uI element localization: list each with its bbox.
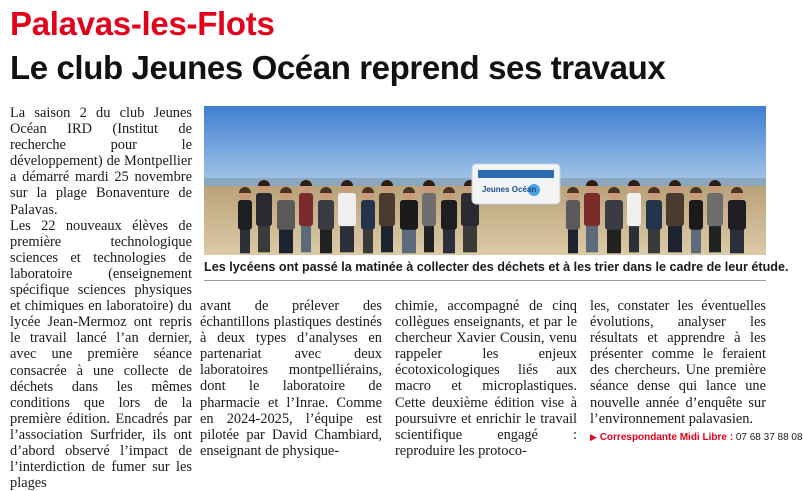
article-column-2 <box>200 298 382 459</box>
student-silhouette <box>318 200 334 230</box>
article-photo <box>204 106 766 255</box>
student-silhouette <box>627 193 641 226</box>
student-legs <box>443 229 455 254</box>
student-silhouette <box>422 193 436 226</box>
student-silhouette <box>361 200 375 230</box>
student-legs <box>607 229 621 254</box>
student-silhouette <box>689 200 703 230</box>
student-legs <box>691 229 701 254</box>
student-silhouette <box>566 200 580 230</box>
student-legs <box>381 225 393 253</box>
student-legs <box>279 229 293 254</box>
article-paragraph: avant de prélever des échantillons plastiques destinés à deux types d’analyses en partenariat avec deux laboratoires montpelliérains, dont le laboratoire de pharmacie et l’Inrae. Comme en 2024-2025, l’équipe est pilotée par David Chambiard, enseignant de physique- <box>200 298 382 459</box>
student-silhouette <box>256 193 272 226</box>
student-silhouette <box>707 193 723 226</box>
student-legs <box>402 229 416 254</box>
student-legs <box>240 229 250 254</box>
signature-role: Correspondante Midi Libre : <box>599 431 734 443</box>
student-legs <box>340 225 354 253</box>
student-legs <box>709 225 721 253</box>
article-headline: Le club Jeunes Océan reprend ses travaux <box>10 49 666 86</box>
student-silhouette <box>338 193 356 226</box>
student-legs <box>568 229 578 254</box>
student-legs <box>463 225 477 253</box>
correspondent-signature <box>590 431 803 444</box>
student-legs <box>363 229 373 254</box>
article-paragraph: chimie, accompagné de cinq collègues enseignants, et par le chercheur Xavier Cousin, venu rappeler les enjeux écotoxicologiques liés aux macro et microplastiques. Cette deuxième édition vise à poursuivre et enrichir le travail scientifique engagé : reproduire les protoco- <box>395 298 577 459</box>
article-paragraph: Les 22 nouveaux élèves de première technologique sciences et technologies de laboratoire (enseignement spécifique sciences physiques et chimiques en laboratoire) du lycée Jean-Mermoz ont repris le travail lancé l’an dernier, avec une première séance consacrée à une collecte de déchets dans les mêmes conditions que lors de la première édition. Encadrés par l’association Surfrider, ils ont d’abord observé l’impact de l’interdiction de fumer sur les plages <box>10 217 192 491</box>
article-column-1 <box>10 105 192 491</box>
student-legs <box>648 229 660 254</box>
student-silhouette <box>277 200 295 230</box>
photo-banner-text: Jeunes Océan <box>482 185 537 194</box>
student-silhouette <box>728 200 746 230</box>
caption-divider <box>204 280 766 281</box>
student-silhouette <box>605 200 623 230</box>
article-column-4 <box>590 298 803 444</box>
photo-banner <box>472 164 560 204</box>
student-legs <box>424 225 434 253</box>
student-legs <box>668 225 682 253</box>
student-legs <box>258 225 270 253</box>
article-column-3 <box>395 298 577 459</box>
student-legs <box>320 229 332 254</box>
photo-caption: Les lycéens ont passé la matinée à collecter des déchets et à les trier dans le cadre de leur étude. <box>204 260 789 274</box>
article-paragraph: les, constater les éventuelles évolutions, analyser les résultats et apprendre à les présenter comme le feraient des chercheurs. Une première séance dense qui lance une nouvelle année d’enquête sur l’environnement palavasien. <box>590 298 766 427</box>
article-kicker: Palavas-les-Flots <box>10 5 275 42</box>
article-paragraph: La saison 2 du club Jeunes Océan IRD (Institut de recherche pour le développement) de Montpellier a démarré mardi 25 novembre sur la plage Bonaventure de Palavas. <box>10 105 192 218</box>
student-silhouette <box>646 200 662 230</box>
student-silhouette <box>299 193 313 226</box>
student-legs <box>629 225 639 253</box>
student-legs <box>301 225 311 253</box>
student-silhouette <box>666 193 684 226</box>
signature-phone: 07 68 37 88 08 <box>735 431 803 443</box>
student-silhouette <box>379 193 395 226</box>
student-silhouette <box>238 200 252 230</box>
student-silhouette <box>441 200 457 230</box>
student-legs <box>730 229 744 254</box>
signature-arrow-icon: ▶ <box>590 431 597 442</box>
student-silhouette <box>584 193 600 226</box>
student-silhouette <box>400 200 418 230</box>
student-legs <box>586 225 598 253</box>
